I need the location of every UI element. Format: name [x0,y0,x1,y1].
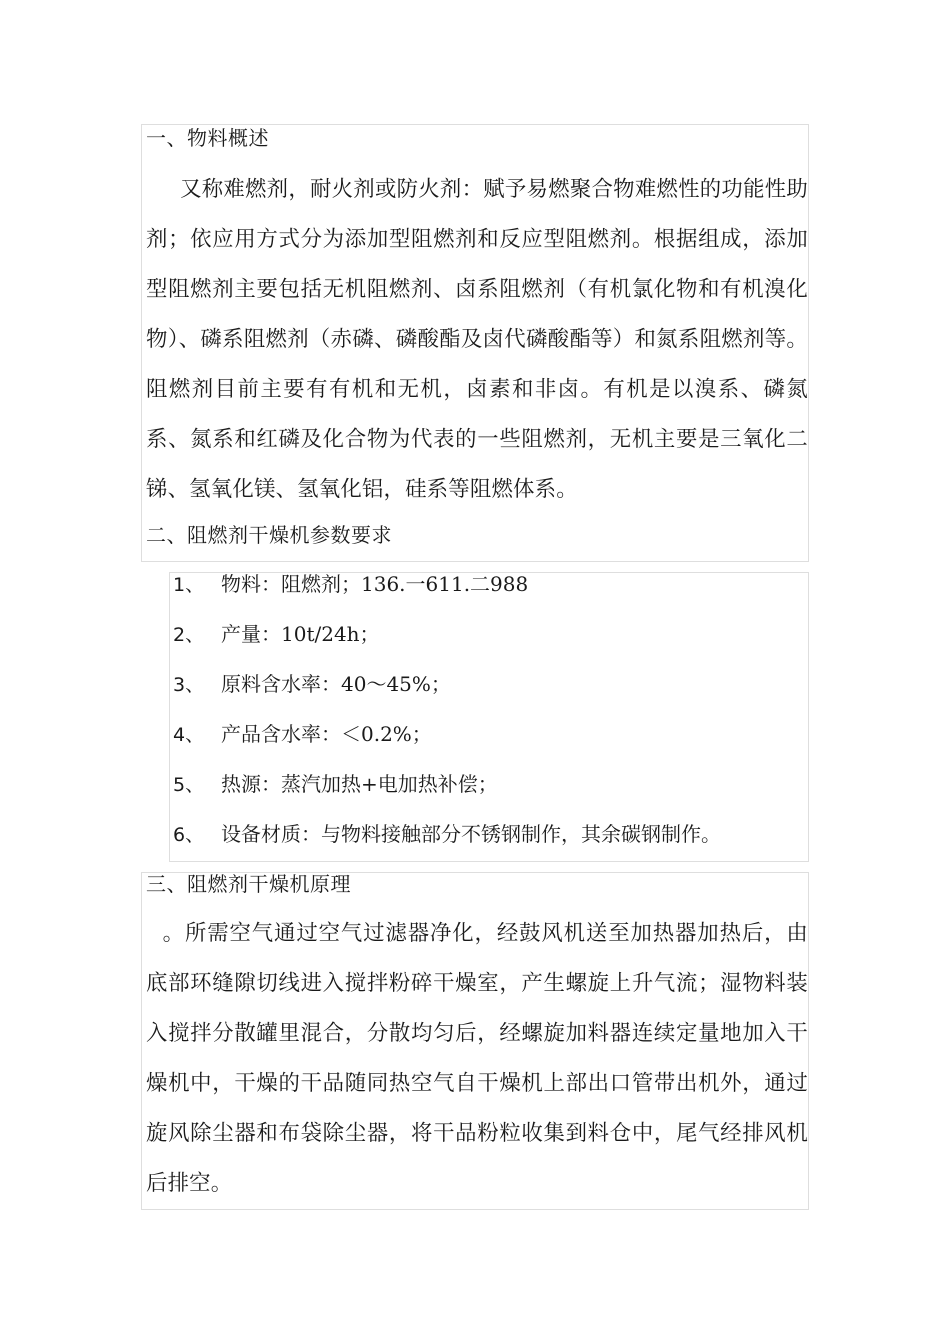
principle-paragraph [146,909,808,1209]
overview-paragraph [146,165,808,515]
list-item-number: 5、 [173,774,205,796]
list-item [173,623,805,673]
list-item-text: 热源：蒸汽加热+电加热补偿； [221,772,498,796]
list-item-text: 产量：10t/24h； [221,622,380,646]
list-item-text: 产品含水率：＜0.2%； [221,722,432,746]
principle-section [141,872,809,1210]
section-heading-overview: 一、物料概述 [146,126,269,150]
requirements-section [169,572,809,862]
list-item-number: 1、 [173,574,205,596]
list-item-text: 原料含水率：40～45%； [221,672,451,696]
overview-paragraph-text: 又称难燃剂，耐火剂或防火剂：赋予易燃聚合物难燃性的功能性助剂；依应用方式分为添加型阻燃剂和反应型阻燃剂。根据组成，添加型阻燃剂主要包括无机阻燃剂、卤系阻燃剂（有机氯化物和有机溴化物）、磷系阻燃剂（赤磷、磷酸酯及卤代磷酸酯等）和氮系阻燃剂等。阻燃剂目前主要有有机和无机，卤素和非卤。有机是以溴系、磷氮系、氮系和红磷及化合物为代表的一些阻燃剂，无机主要是三氧化二锑、氢氧化镁、氢氧化铝，硅系等阻燃体系。 [146,177,808,502]
list-item [173,573,805,623]
list-item-text: 物料：阻燃剂；136.一611.二988 [221,572,529,596]
list-item [173,673,805,723]
list-item-number: 2、 [173,624,205,646]
principle-paragraph-text: 。所需空气通过空气过滤器净化，经鼓风机送至加热器加热后，由底部环缝隙切线进入搅拌粉碎干燥室，产生螺旋上升气流；湿物料装入搅拌分散罐里混合，分散均匀后，经螺旋加料器连续定量地加入干燥机中，干燥的干品随同热空气自干燥机上部出口管带出机外，通过旋风除尘器和布袋除尘器，将干品粉粒收集到料仓中，尾气经排风机后排空。 [146,921,808,1196]
section-heading-requirements: 二、阻燃剂干燥机参数要求 [146,523,392,547]
list-item-text: 设备材质：与物料接触部分不锈钢制作，其余碳钢制作。 [221,822,721,846]
list-item [173,723,805,773]
list-item-number: 4、 [173,724,205,746]
list-item [173,823,805,873]
list-item [173,773,805,823]
overview-section [141,124,809,562]
list-item-number: 6、 [173,824,205,846]
section-heading-principle: 三、阻燃剂干燥机原理 [146,872,351,896]
requirements-list [173,573,805,873]
list-item-number: 3、 [173,674,205,696]
